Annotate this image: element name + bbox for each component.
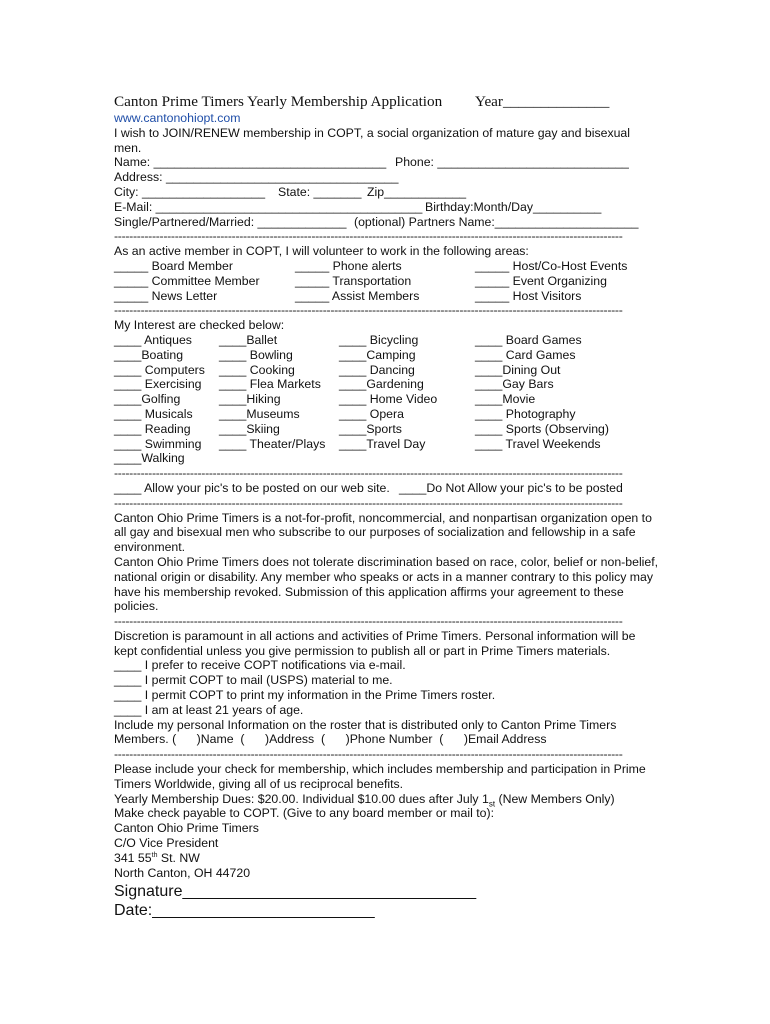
website-link[interactable]: www.cantonohiopt.com [114,111,241,125]
interests-heading: My Interest are checked below: [114,318,285,333]
interest-option[interactable]: ____Ballet [219,332,278,347]
volunteer-option[interactable]: _____ Host/Co-Host Events [475,258,628,273]
payment-instructions: Please include your check for membership, which includes membership and participation in Prime Timers Worldwide, giving all of us reciprocal benefits. [114,762,646,791]
name-phone-row [114,155,659,170]
payable-to: Make check payable to COPT. (Give to any board member or mail to): [114,806,494,821]
year-field[interactable]: Year______________ [475,93,610,110]
state-field[interactable]: State: _______ [278,184,362,199]
interest-row [114,437,659,452]
volunteer-option[interactable]: _____ Committee Member [114,273,260,288]
separator: -------------------------------------------------------------------------------------------------------------------------------------- [114,495,623,510]
interest-option[interactable]: ____ Theater/Plays [219,436,326,451]
interest-option[interactable]: ____ Travel Weekends [475,436,601,451]
address-field[interactable]: Address: __________________________________ [114,170,399,185]
volunteer-option[interactable]: _____ Transportation [295,273,412,288]
nonprofit-statement: Canton Ohio Prime Timers is a not-for-profit, noncommercial, and nonpartisan organization open to all gay and bisexual men who subscribe to our purposes of socialization and fellowship in a safe environment. [114,510,652,555]
intro-text: I wish to JOIN/RENEW membership in COPT, a social organization of mature gay and bisexual men. [114,125,631,155]
interest-option[interactable]: ____Boating [114,347,184,362]
interest-option[interactable]: ____ Opera [339,406,404,421]
disallow-pics-option[interactable]: ____Do Not Allow your pic's to be posted [399,480,623,495]
dues-ordinal: st [488,799,496,809]
interest-option[interactable]: ____Camping [339,347,416,362]
name-field[interactable]: Name: __________________________________ [114,155,387,170]
interest-option[interactable]: ____ Board Games [475,332,582,347]
interest-option[interactable]: ____ Photography [475,406,576,421]
city-field[interactable]: City: __________________ [114,184,266,199]
volunteer-option[interactable]: _____ Host Visitors [475,288,582,303]
interest-option[interactable]: ____Gardening [339,377,424,392]
interest-option[interactable]: ____ Bicycling [339,332,419,347]
interest-option[interactable]: ____Museums [219,406,300,421]
interest-option[interactable]: ____Skiing [219,421,280,436]
mailing-address-line-4: North Canton, OH 44720 [114,865,251,880]
interest-option[interactable]: ____ Musicals [114,406,193,421]
street-name: St. NW [157,850,200,865]
volunteer-row [114,259,659,274]
separator: -------------------------------------------------------------------------------------------------------------------------------------- [114,229,623,244]
volunteer-options [114,259,659,303]
interest-option[interactable]: ____ Flea Markets [219,377,321,392]
interest-option[interactable]: ____Movie [475,392,536,407]
phone-field[interactable]: Phone: ____________________________ [395,155,629,170]
volunteer-option[interactable]: _____ Board Member [114,258,233,273]
discretion-statement: Discretion is paramount in all actions and activities of Prime Timers. Personal information will be kept confidential unless you give permission to publish all or part in Prime Timers materials. [114,628,636,658]
dues-note: (New Members Only) [495,791,615,806]
interest-option[interactable]: ____Walking [114,451,185,466]
application-form [114,92,659,920]
email-field[interactable]: E-Mail: _______________________________________ [114,199,423,214]
interest-option[interactable]: ____ Swimming [114,436,202,451]
birthday-field[interactable]: Birthday:Month/Day__________ [425,199,602,214]
interest-options [114,333,659,466]
interest-option[interactable]: ____Hiking [219,392,281,407]
street-number: 341 55 [114,850,152,865]
roster-info-options[interactable]: Members. ( )Name ( )Address ( )Phone Number ( )Email Address [114,732,547,747]
date-field[interactable]: Date:_________________________ [114,902,375,920]
form-header [114,92,659,111]
mailing-address-line-1: Canton Ohio Prime Timers [114,821,259,836]
roster-info-text: Include my personal Information on the roster that is distributed only to Canton Prime Timers [114,717,617,732]
volunteer-heading: As an active member in COPT, I will volunteer to work in the following areas: [114,244,529,259]
signature-field[interactable]: Signature_________________________________ [114,883,477,901]
email-notifications-option[interactable]: ____ I prefer to receive COPT notifications via e-mail. [114,658,406,673]
marital-status-field[interactable]: Single/Partnered/Married: _____________ [114,214,347,229]
partner-name-field[interactable]: (optional) Partners Name:_____________________ [354,214,639,229]
age-confirmation-option[interactable]: ____ I am at least 21 years of age. [114,702,304,717]
form-title: Canton Prime Timers Yearly Membership Application [114,93,443,110]
interest-option[interactable]: ____ Dancing [339,362,415,377]
interest-option[interactable]: ____ Home Video [339,392,438,407]
interest-option[interactable]: ____ Sports (Observing) [475,421,609,436]
separator: -------------------------------------------------------------------------------------------------------------------------------------- [114,303,623,318]
interest-option[interactable]: ____ Computers [114,362,205,377]
interest-row [114,363,659,378]
email-birthday-row [114,200,659,215]
mailing-address-line-2: C/O Vice President [114,836,219,851]
usps-mail-option[interactable]: ____ I permit COPT to mail (USPS) material to me. [114,673,393,688]
separator: -------------------------------------------------------------------------------------------------------------------------------------- [114,614,623,629]
interest-option[interactable]: ____ Card Games [475,347,576,362]
volunteer-option[interactable]: _____ Assist Members [295,288,420,303]
zip-field[interactable]: Zip____________ [367,184,467,199]
volunteer-row [114,289,659,304]
interest-option[interactable]: ____ Reading [114,421,191,436]
interest-option[interactable]: ____ Cooking [219,362,295,377]
interest-row [114,407,659,422]
interest-row [114,392,659,407]
volunteer-option[interactable]: _____ News Letter [114,288,218,303]
volunteer-option[interactable]: _____ Phone alerts [295,258,402,273]
interest-option[interactable]: ____ Antiques [114,332,192,347]
status-partner-row [114,215,659,230]
interest-row [114,422,659,437]
interest-option[interactable]: ____Travel Day [339,436,426,451]
volunteer-option[interactable]: _____ Event Organizing [475,273,607,288]
mailing-address-line-3 [114,851,659,866]
interest-option[interactable]: ____Dining Out [475,362,561,377]
roster-print-option[interactable]: ____ I permit COPT to print my information in the Prime Timers roster. [114,688,496,703]
dues-info [114,792,659,807]
nondiscrimination-policy: Canton Ohio Prime Timers does not tolerate discrimination based on race, color, belief or non-belief, national origin or disability. Any member who speaks or acts in a manner contrary to this policy may have his membership revoked. Submission of this application affirms your agreement to these policies. [114,554,659,614]
allow-pics-option[interactable]: ____ Allow your pic's to be posted on our web site. [114,480,390,495]
interest-option[interactable]: ____ Bowling [219,347,293,362]
separator: -------------------------------------------------------------------------------------------------------------------------------------- [114,466,623,481]
separator: -------------------------------------------------------------------------------------------------------------------------------------- [114,747,623,762]
interest-row [114,348,659,363]
interest-row [114,333,659,348]
street-ordinal: th [151,851,158,859]
interest-option[interactable]: ____Sports [339,421,402,436]
interest-option[interactable]: ____ Exercising [114,377,202,392]
volunteer-row [114,274,659,289]
pics-permission-row [114,481,659,496]
dues-text: Yearly Membership Dues: $20.00. Individual $10.00 dues after July 1 [114,791,489,806]
interest-option[interactable]: ____Golfing [114,392,181,407]
city-state-zip-row [114,185,659,200]
interest-option[interactable]: ____Gay Bars [475,377,554,392]
interest-row [114,451,659,466]
interest-row [114,377,659,392]
